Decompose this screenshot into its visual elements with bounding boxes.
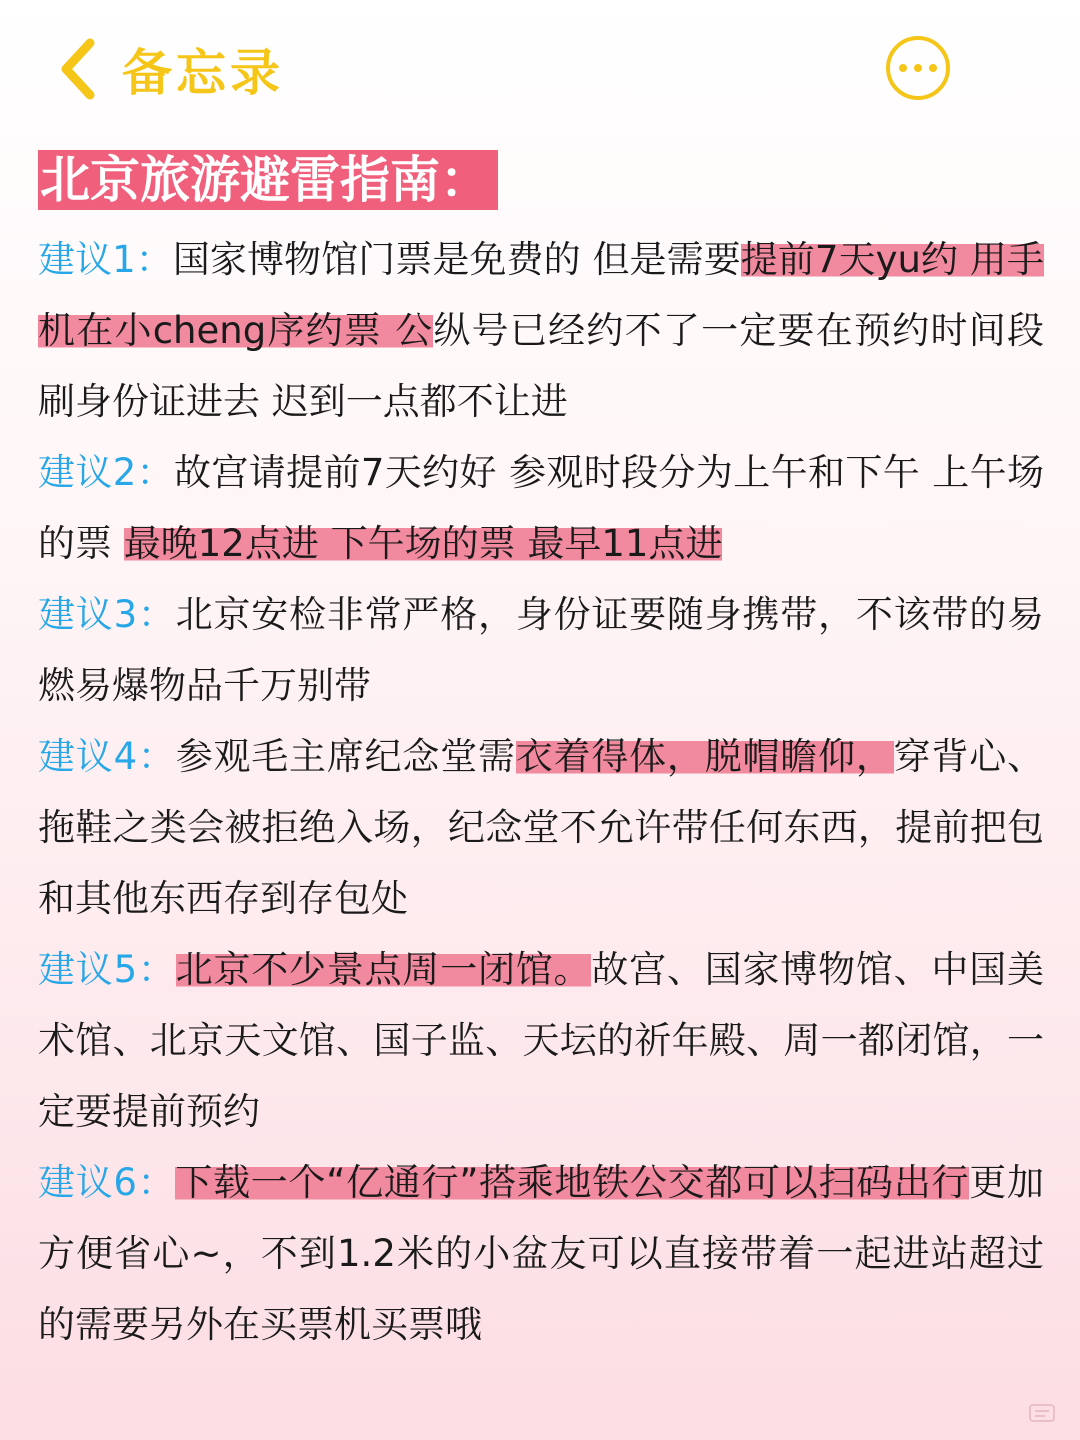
top-navigation-bar (0, 0, 1080, 140)
tip-label: 建议5： (38, 948, 176, 991)
tip-text: 穿背心、拖鞋之类会被拒绝入场，纪念堂不允许带任何东西，提前把包和其他东西存到存包处 (38, 735, 1045, 920)
tip-label: 建议6： (38, 1161, 176, 1204)
tip-6 (38, 1147, 1044, 1360)
tip-text: 故宫、国家博物馆、中国美术馆、北京天文馆、国子监、天坛的祈年殿、周一都闭馆，一定要提前预约 (38, 948, 1044, 1133)
tip-text: 纵号已经约不了一定要在预约时间段刷身份证进去 迟到一点都不让进 (38, 309, 1044, 423)
tip-1 (38, 224, 1044, 437)
more-horizontal-icon-dot (899, 64, 907, 72)
more-horizontal-icon-dot (914, 64, 922, 72)
tip-label: 建议4： (38, 735, 176, 778)
tip-text: 国家博物馆门票是免费的 但是需要 (172, 238, 741, 281)
chevron-left-icon (58, 37, 98, 101)
highlighted-text: 下载一个“亿通行”搭乘地铁公交都可以扫码出行 (175, 1161, 970, 1204)
note-body[interactable] (38, 224, 1044, 1360)
watermark-icon (1028, 1402, 1056, 1424)
more-horizontal-icon-dot (929, 64, 937, 72)
highlighted-text: 最晚12点进 下午场的票 最早11点进 (123, 522, 723, 565)
tip-4 (38, 721, 1044, 934)
tip-5 (38, 934, 1044, 1147)
highlighted-text: 衣着得体，脱帽瞻仰， (515, 735, 894, 778)
tip-label: 建议2： (38, 451, 175, 494)
tip-label: 建议3： (38, 593, 176, 636)
tip-2 (38, 437, 1044, 579)
highlighted-text: 北京不少景点周一闭馆。 (175, 948, 592, 991)
note-title: 北京旅游避雷指南： (38, 150, 498, 210)
back-label: 备忘录 (122, 44, 284, 102)
tip-3 (38, 579, 1044, 721)
back-button[interactable] (58, 34, 284, 104)
tip-text: 参观毛主席纪念堂需 (175, 735, 516, 778)
highlighted-text: 提前7天yu约 用手机在小cheng序约票 公 (38, 238, 1044, 352)
tip-text: 北京安检非常严格，身份证要随身携带，不该带的易燃易爆物品千万别带 (38, 593, 1044, 707)
tip-label: 建议1： (38, 238, 173, 281)
more-options-button[interactable] (886, 36, 950, 100)
tip-text: 故宫请提前7天约好 参观时段分为上午和下午 上午场的票 (38, 451, 1044, 565)
tip-text: 更加方便省心~，不到1.2米的小盆友可以直接带着一起进站超过的需要另外在买票机买票哦 (38, 1161, 1044, 1346)
